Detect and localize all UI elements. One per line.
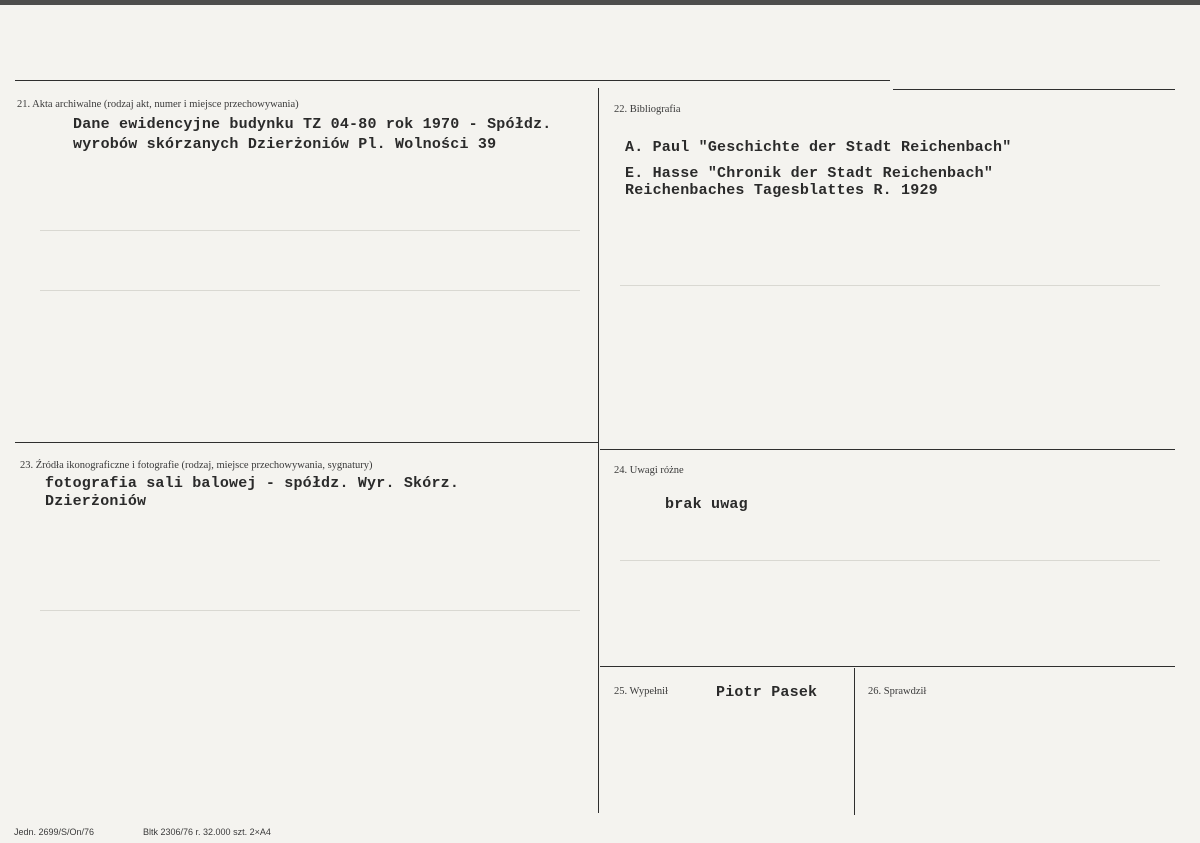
guide-line [40,230,580,231]
section-22-line-3: Reichenbaches Tagesblattes R. 1929 [625,182,938,199]
section-24-value: brak uwag [665,496,748,513]
section-23-label: 23. Źródła ikonograficzne i fotografie (rodzaj, miejsce przechowywania, sygnatury) [20,460,373,471]
guide-line [40,290,580,291]
section-23-line-1: fotografia sali balowej - spółdz. Wyr. Skórz. [45,475,460,492]
signature-rule [600,666,1175,667]
footer-print-run: Bltk 2306/76 r. 32.000 szt. 2×A4 [143,827,271,837]
section-22-line-1: A. Paul "Geschichte der Stadt Reichenbach" [625,139,1012,156]
section-25-label: 25. Wypełnił [614,686,669,697]
section-22-line-2: E. Hasse "Chronik der Stadt Reichenbach" [625,165,994,182]
middle-rule-right [600,449,1175,450]
top-rule-right [893,89,1175,90]
section-23-line-2: Dzierżoniów [45,493,147,510]
guide-line [40,610,580,611]
section-24-label: 24. Uwagi różne [614,465,684,476]
section-21-line-1: Dane ewidencyjne budynku TZ 04-80 rok 1970 - Spółdz. [73,116,552,133]
guide-line [620,285,1160,286]
top-rule-left [15,80,890,81]
top-edge-mark [0,0,1200,5]
section-21-label: 21. Akta archiwalne (rodzaj akt, numer i miejsce przechowywania) [17,99,299,110]
guide-line [620,560,1160,561]
signature-divider [854,668,855,815]
section-21-line-2: wyrobów skórzanych Dzierżoniów Pl. Wolności 39 [73,136,497,153]
section-26-label: 26. Sprawdził [868,686,927,697]
section-25-value: Piotr Pasek [716,684,818,701]
middle-rule-left [15,442,598,443]
center-divider [598,88,599,813]
section-22-label: 22. Bibliografia [614,104,681,115]
footer-print-code: Jedn. 2699/S/On/76 [14,827,95,837]
